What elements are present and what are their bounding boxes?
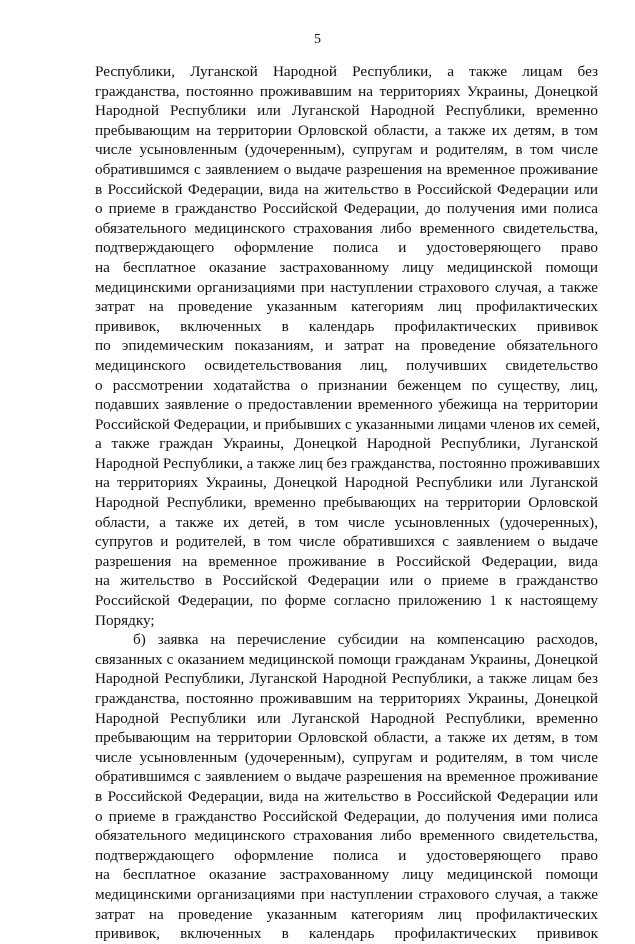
text-line: медицинского освидетельствования лиц, получивших свидетельство bbox=[95, 356, 598, 374]
text-line: затрат на проведение указанным категориям лиц профилактических bbox=[95, 298, 598, 316]
text-line: супругов и родителей, в том числе обратившихся с заявлением о выдаче bbox=[95, 533, 598, 551]
text-line: о приеме в гражданство Российской Федерации, до получения ими полиса bbox=[95, 200, 598, 218]
text-line: области, а также их детей, в том числе усыновленных (удочеренных), bbox=[95, 513, 598, 531]
text-line: числе усыновленным (удочеренным), супругам и родителям, в том числе bbox=[95, 748, 598, 766]
text-line: о рассмотрении ходатайства о признании беженцем по существу, лиц, bbox=[95, 376, 598, 394]
text-line: по эпидемическим показаниям, и затрат на проведение обязательного bbox=[95, 337, 598, 355]
text-line: б) заявка на перечисление субсидии на компенсацию расходов, bbox=[133, 631, 598, 649]
text-line: разрешения на временное проживание в Российской Федерации, вида bbox=[95, 552, 598, 570]
text-line: а также граждан Украины, Донецкой Народной Республики, Луганской bbox=[95, 435, 598, 453]
text-line: подтверждающего оформление полиса и удостоверяющего право bbox=[95, 239, 598, 257]
text-line: Народной Республики или Луганской Народной Республики, временно bbox=[95, 709, 598, 727]
text-line: Республики, Луганской Народной Республики, а также лицам без bbox=[95, 63, 598, 80]
text-line: подавших заявление о предоставлении временного убежища на территории bbox=[95, 396, 598, 414]
text-line: обратившимся с заявлением о выдаче разрешения на временное проживание bbox=[95, 160, 598, 178]
text-line: обязательного медицинского страхования либо временного свидетельства, bbox=[95, 219, 598, 237]
document-body bbox=[95, 62, 601, 944]
text-line: Народной Республики, временно пребывающих на территории Орловской bbox=[95, 494, 598, 512]
text-line: обратившимся с заявлением о выдаче разрешения на временное проживание bbox=[95, 768, 598, 786]
text-line: на бесплатное оказание застрахованному лицу медицинской помощи bbox=[95, 258, 598, 276]
text-line: пребывающим на территории Орловской области, а также их детям, в том bbox=[95, 729, 598, 747]
text-line: медицинскими организациями при наступлении страхового случая, а также bbox=[95, 278, 598, 296]
text-line: о приеме в гражданство Российской Федерации, до получения ими полиса bbox=[95, 807, 598, 825]
text-line: прививок, включенных в календарь профилактических прививок bbox=[95, 925, 598, 943]
text-line: Народной Республики, а также лиц без гражданства, постоянно проживавших bbox=[95, 454, 601, 472]
text-line: медицинскими организациями при наступлении страхового случая, а также bbox=[95, 885, 598, 903]
text-line: в Российской Федерации, вида на жительство в Российской Федерации или bbox=[95, 180, 598, 198]
text-line: гражданства, постоянно проживавшим на территориях Украины, Донецкой bbox=[95, 690, 598, 707]
paragraph bbox=[95, 630, 598, 944]
paragraph bbox=[95, 62, 601, 630]
text-line: Народной Республики или Луганской Народной Республики, временно bbox=[95, 102, 598, 120]
text-line: Российской Федерации, и прибывших с указанными лицами членов их семей, bbox=[95, 415, 601, 433]
text-line: подтверждающего оформление полиса и удостоверяющего право bbox=[95, 846, 598, 864]
text-line: обязательного медицинского страхования либо временного свидетельства, bbox=[95, 827, 598, 845]
text-line: в Российской Федерации, вида на жительство в Российской Федерации или bbox=[95, 787, 598, 805]
text-line: Российской Федерации, по форме согласно приложению 1 к настоящему bbox=[95, 592, 598, 610]
page-number: 5 bbox=[314, 32, 321, 47]
text-line: связанных с оказанием медицинской помощи гражданам Украины, Донецкой bbox=[95, 650, 598, 668]
text-line: на территориях Украины, Донецкой Народной Республики или Луганской bbox=[95, 474, 598, 492]
text-line: прививок, включенных в календарь профилактических прививок bbox=[95, 317, 598, 335]
text-line: затрат на проведение указанным категориям лиц профилактических bbox=[95, 905, 598, 923]
text-line: пребывающим на территории Орловской области, а также их детям, в том bbox=[95, 121, 598, 139]
text-line: на жительство в Российской Федерации или о приеме в гражданство bbox=[95, 572, 598, 590]
text-line: числе усыновленным (удочеренным), супругам и родителям, в том числе bbox=[95, 141, 598, 159]
text-line: на бесплатное оказание застрахованному лицу медицинской помощи bbox=[95, 866, 598, 884]
text-line: Порядку; bbox=[95, 611, 155, 629]
text-line: Народной Республики, Луганской Народной Республики, а также лицам без bbox=[95, 670, 598, 688]
text-line: гражданства, постоянно проживавшим на территориях Украины, Донецкой bbox=[95, 82, 598, 100]
